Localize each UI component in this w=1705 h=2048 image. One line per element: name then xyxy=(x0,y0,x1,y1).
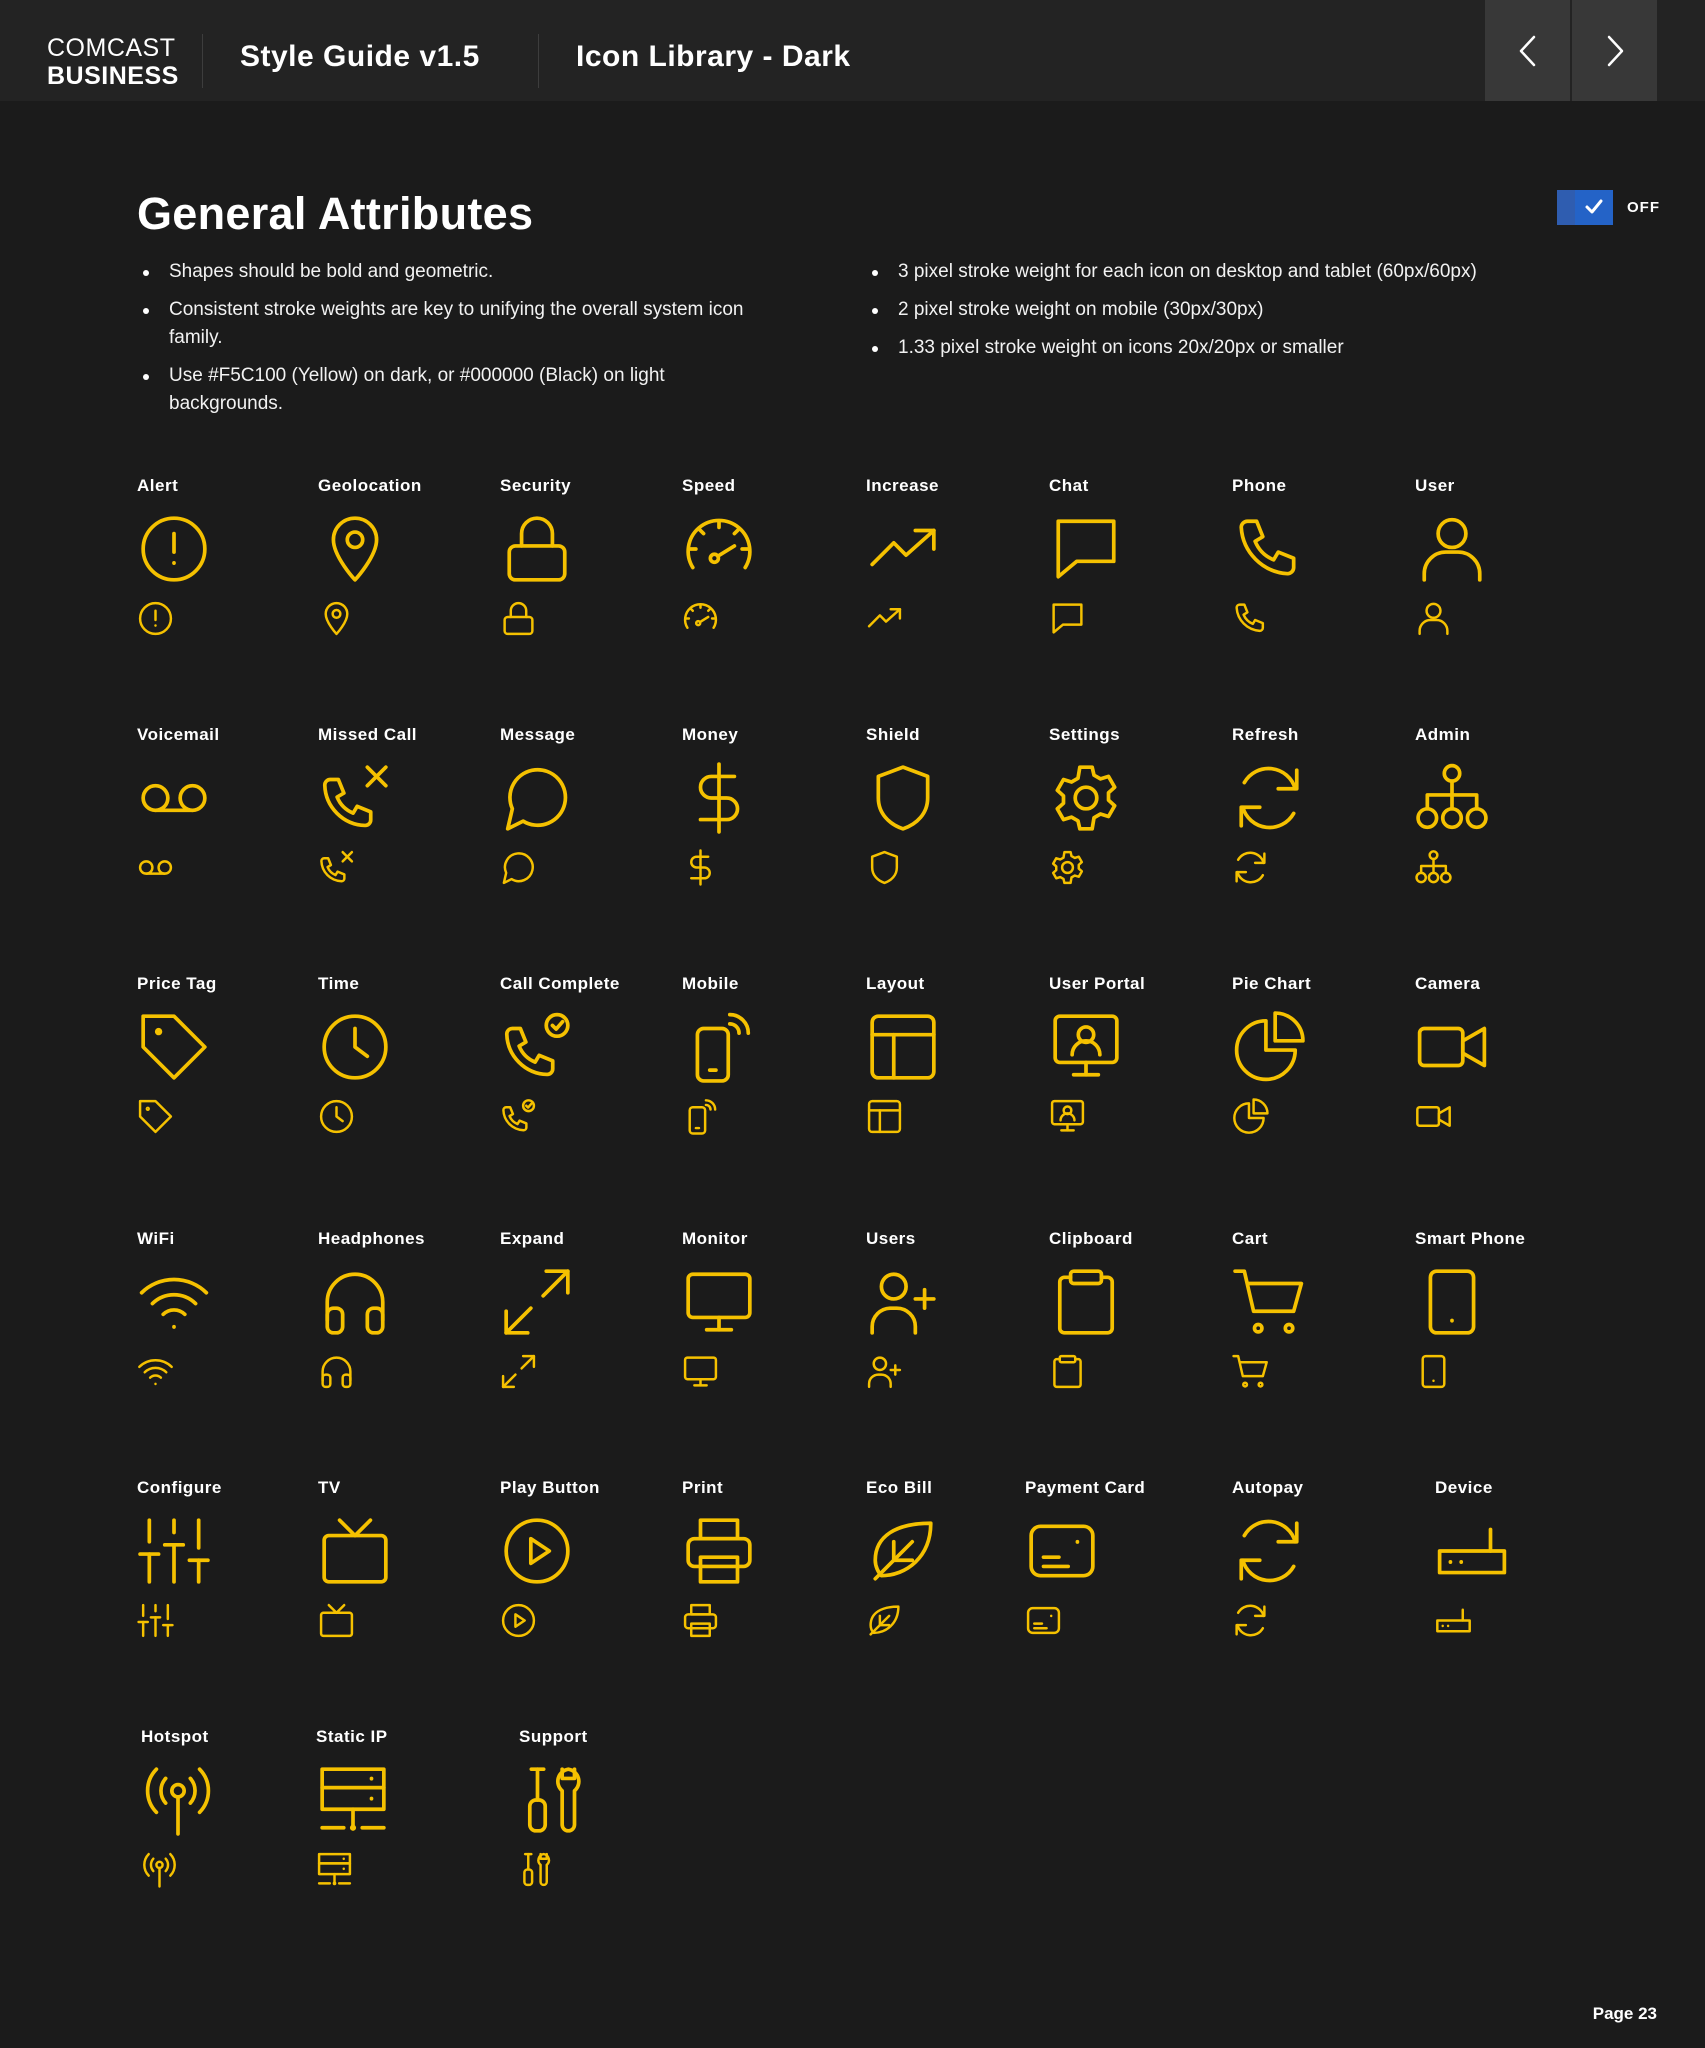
theme-toggle[interactable] xyxy=(1557,190,1613,225)
server-icon xyxy=(316,1851,353,1888)
icon-label: TV xyxy=(318,1478,341,1497)
icon-tile xyxy=(137,476,297,696)
icon-label: Payment Card xyxy=(1025,1478,1146,1497)
missed-call-icon xyxy=(318,761,392,835)
icon-label: Smart Phone xyxy=(1415,1229,1526,1248)
sliders-icon xyxy=(137,1514,211,1588)
icon-label: Support xyxy=(519,1727,588,1746)
attributes-list-left xyxy=(138,258,778,428)
icon-label: Time xyxy=(318,974,360,993)
icon-label: Price Tag xyxy=(137,974,217,993)
user-portal-icon xyxy=(1049,1098,1086,1135)
icon-tile xyxy=(1415,476,1575,696)
monitor-icon xyxy=(682,1353,719,1390)
layout-icon xyxy=(866,1098,903,1135)
prev-page-button[interactable] xyxy=(1485,0,1570,101)
user-portal-icon xyxy=(1049,1010,1123,1084)
attributes-list-right xyxy=(867,258,1627,372)
cart-icon xyxy=(1232,1353,1269,1390)
add-user-icon xyxy=(866,1353,903,1390)
icon-label: Hotspot xyxy=(141,1727,209,1746)
chat-icon xyxy=(1049,600,1086,637)
autopay-icon xyxy=(1232,1514,1306,1588)
icon-label: Layout xyxy=(866,974,925,993)
logo-line-1: COMCAST xyxy=(47,34,176,62)
gear-icon xyxy=(1049,761,1123,835)
icon-tile xyxy=(682,974,842,1194)
lock-icon xyxy=(500,600,537,637)
icon-tile xyxy=(866,476,1026,696)
message-icon xyxy=(500,761,574,835)
icon-label: Money xyxy=(682,725,739,744)
chat-icon xyxy=(1049,512,1123,586)
icon-label: Cart xyxy=(1232,1229,1269,1248)
missed-call-icon xyxy=(318,849,355,886)
icon-tile xyxy=(1049,476,1209,696)
smartphone-icon xyxy=(1415,1353,1452,1390)
icon-tile xyxy=(1232,1478,1392,1698)
icon-tile xyxy=(1049,725,1209,945)
chevron-left-icon xyxy=(1514,34,1542,68)
attribute-bullet: 3 pixel stroke weight for each icon on desktop and tablet (60px/60px) xyxy=(867,258,1627,286)
printer-icon xyxy=(682,1514,756,1588)
trend-up-icon xyxy=(866,512,940,586)
dollar-icon xyxy=(682,761,756,835)
user-icon xyxy=(1415,600,1452,637)
icon-tile xyxy=(500,725,660,945)
icon-tile xyxy=(866,725,1026,945)
check-icon xyxy=(1584,198,1604,216)
icon-tile xyxy=(500,974,660,1194)
icon-label: Play Button xyxy=(500,1478,600,1497)
speedometer-icon xyxy=(682,600,719,637)
layout-icon xyxy=(866,1010,940,1084)
icon-tile xyxy=(141,1727,301,1947)
icon-tile xyxy=(866,1478,1026,1698)
trend-up-icon xyxy=(866,600,903,637)
icon-tile xyxy=(1049,1229,1209,1449)
icon-tile xyxy=(1232,974,1392,1194)
hotspot-icon xyxy=(141,1763,215,1837)
icon-label: User Portal xyxy=(1049,974,1146,993)
message-icon xyxy=(500,849,537,886)
router-icon xyxy=(1435,1514,1509,1588)
wifi-icon xyxy=(137,1353,174,1390)
icon-tile xyxy=(1232,476,1392,696)
icon-label: Message xyxy=(500,725,576,744)
icon-label: Clipboard xyxy=(1049,1229,1133,1248)
wifi-icon xyxy=(137,1265,211,1339)
shield-icon xyxy=(866,849,903,886)
user-icon xyxy=(1415,512,1489,586)
icon-label: Autopay xyxy=(1232,1478,1304,1497)
section-title: Icon Library - Dark xyxy=(576,40,851,73)
clock-icon xyxy=(318,1010,392,1084)
icon-tile xyxy=(1232,1229,1392,1449)
cart-icon xyxy=(1232,1265,1306,1339)
sliders-icon xyxy=(137,1602,174,1639)
phone-icon xyxy=(1232,600,1269,637)
speedometer-icon xyxy=(682,512,756,586)
icon-tile xyxy=(866,974,1026,1194)
refresh-icon xyxy=(1232,761,1306,835)
icon-label: User xyxy=(1415,476,1455,495)
tv-icon xyxy=(318,1514,392,1588)
icon-tile xyxy=(318,1478,478,1698)
icon-label: Speed xyxy=(682,476,736,495)
icon-label: Settings xyxy=(1049,725,1121,744)
icon-tile xyxy=(682,476,842,696)
voicemail-icon xyxy=(137,849,174,886)
attribute-bullet: 2 pixel stroke weight on mobile (30px/30px) xyxy=(867,296,1627,324)
icon-label: Mobile xyxy=(682,974,739,993)
alert-icon xyxy=(137,600,174,637)
server-icon xyxy=(316,1763,390,1837)
headphones-icon xyxy=(318,1265,392,1339)
icon-tile xyxy=(318,725,478,945)
mobile-signal-icon xyxy=(682,1098,719,1135)
icon-label: Users xyxy=(866,1229,916,1248)
page-number: Page 23 xyxy=(1592,2004,1657,2023)
clipboard-icon xyxy=(1049,1265,1123,1339)
toggle-state-label: OFF xyxy=(1627,199,1660,216)
icon-label: Increase xyxy=(866,476,939,495)
icon-label: Geolocation xyxy=(318,476,422,495)
top-bar xyxy=(0,0,1705,101)
clipboard-icon xyxy=(1049,1353,1086,1390)
icon-label: Refresh xyxy=(1232,725,1299,744)
icon-tile xyxy=(1435,1478,1595,1698)
header-divider xyxy=(538,34,539,88)
play-icon xyxy=(500,1602,537,1639)
printer-icon xyxy=(682,1602,719,1639)
geolocation-icon xyxy=(318,512,392,586)
video-camera-icon xyxy=(1415,1098,1452,1135)
clock-icon xyxy=(318,1098,355,1135)
price-tag-icon xyxy=(137,1098,174,1135)
icon-tile xyxy=(137,725,297,945)
icon-tile xyxy=(1415,974,1575,1194)
icon-tile xyxy=(318,1229,478,1449)
icon-label: Print xyxy=(682,1478,724,1497)
dollar-icon xyxy=(682,849,719,886)
icon-tile xyxy=(519,1727,679,1947)
expand-icon xyxy=(500,1353,537,1390)
icon-label: Voicemail xyxy=(137,725,220,744)
video-camera-icon xyxy=(1415,1010,1489,1084)
icon-label: Pie Chart xyxy=(1232,974,1312,993)
attribute-bullet: Consistent stroke weights are key to unifying the overall system icon family. xyxy=(138,296,778,352)
tools-icon xyxy=(519,1763,593,1837)
hotspot-icon xyxy=(141,1851,178,1888)
payment-card-icon xyxy=(1025,1602,1062,1639)
icon-label: Configure xyxy=(137,1478,222,1497)
header-divider xyxy=(202,34,203,88)
icon-tile xyxy=(1415,725,1575,945)
comcast-business-logo xyxy=(47,34,177,90)
attribute-bullet: Shapes should be bold and geometric. xyxy=(138,258,778,286)
icon-label: Eco Bill xyxy=(866,1478,933,1497)
headphones-icon xyxy=(318,1353,355,1390)
toggle-knob xyxy=(1557,190,1575,225)
icon-label: Missed Call xyxy=(318,725,418,744)
attribute-bullet: Use #F5C100 (Yellow) on dark, or #000000 (Black) on light backgrounds. xyxy=(138,362,778,418)
icon-tile xyxy=(316,1727,476,1947)
icon-tile xyxy=(500,476,660,696)
autopay-icon xyxy=(1232,1602,1269,1639)
icon-label: Headphones xyxy=(318,1229,426,1248)
icon-label: Monitor xyxy=(682,1229,748,1248)
phone-icon xyxy=(1232,512,1306,586)
router-icon xyxy=(1435,1602,1472,1639)
icon-label: Camera xyxy=(1415,974,1481,993)
icon-tile xyxy=(1232,725,1392,945)
icon-tile xyxy=(1025,1478,1185,1698)
geolocation-icon xyxy=(318,600,355,637)
icon-tile xyxy=(137,1478,297,1698)
gear-icon xyxy=(1049,849,1086,886)
play-icon xyxy=(500,1514,574,1588)
shield-icon xyxy=(866,761,940,835)
lock-icon xyxy=(500,512,574,586)
mobile-signal-icon xyxy=(682,1010,756,1084)
add-user-icon xyxy=(866,1265,940,1339)
icon-label: Admin xyxy=(1415,725,1471,744)
pie-chart-icon xyxy=(1232,1010,1306,1084)
call-complete-icon xyxy=(500,1098,537,1135)
icon-label: Device xyxy=(1435,1478,1493,1497)
refresh-icon xyxy=(1232,849,1269,886)
icon-tile xyxy=(866,1229,1026,1449)
icon-tile xyxy=(1415,1229,1575,1449)
icon-tile xyxy=(1049,974,1209,1194)
pie-chart-icon xyxy=(1232,1098,1269,1135)
leaf-icon xyxy=(866,1514,940,1588)
icon-label: WiFi xyxy=(137,1229,175,1248)
icon-label: Alert xyxy=(137,476,179,495)
chevron-right-icon xyxy=(1601,34,1629,68)
logo-line-2: BUSINESS xyxy=(47,62,179,90)
icon-label: Call Complete xyxy=(500,974,620,993)
icon-tile xyxy=(682,1478,842,1698)
icon-label: Security xyxy=(500,476,572,495)
leaf-icon xyxy=(866,1602,903,1639)
monitor-icon xyxy=(682,1265,756,1339)
call-complete-icon xyxy=(500,1010,574,1084)
guide-title: Style Guide v1.5 xyxy=(240,40,480,73)
icon-tile xyxy=(318,476,478,696)
attribute-bullet: 1.33 pixel stroke weight on icons 20x/20px or smaller xyxy=(867,334,1627,362)
expand-icon xyxy=(500,1265,574,1339)
icon-tile xyxy=(137,974,297,1194)
page-heading: General Attributes xyxy=(137,188,534,239)
icon-tile xyxy=(318,974,478,1194)
icon-label: Expand xyxy=(500,1229,565,1248)
icon-tile xyxy=(500,1478,660,1698)
payment-card-icon xyxy=(1025,1514,1099,1588)
icon-tile xyxy=(137,1229,297,1449)
price-tag-icon xyxy=(137,1010,211,1084)
org-chart-icon xyxy=(1415,761,1489,835)
icon-tile xyxy=(682,725,842,945)
icon-label: Static IP xyxy=(316,1727,388,1746)
icon-tile xyxy=(682,1229,842,1449)
next-page-button[interactable] xyxy=(1572,0,1657,101)
icon-tile xyxy=(500,1229,660,1449)
icon-label: Shield xyxy=(866,725,921,744)
icon-label: Chat xyxy=(1049,476,1089,495)
voicemail-icon xyxy=(137,761,211,835)
smartphone-icon xyxy=(1415,1265,1489,1339)
tools-icon xyxy=(519,1851,556,1888)
alert-icon xyxy=(137,512,211,586)
org-chart-icon xyxy=(1415,849,1452,886)
icon-label: Phone xyxy=(1232,476,1287,495)
tv-icon xyxy=(318,1602,355,1639)
